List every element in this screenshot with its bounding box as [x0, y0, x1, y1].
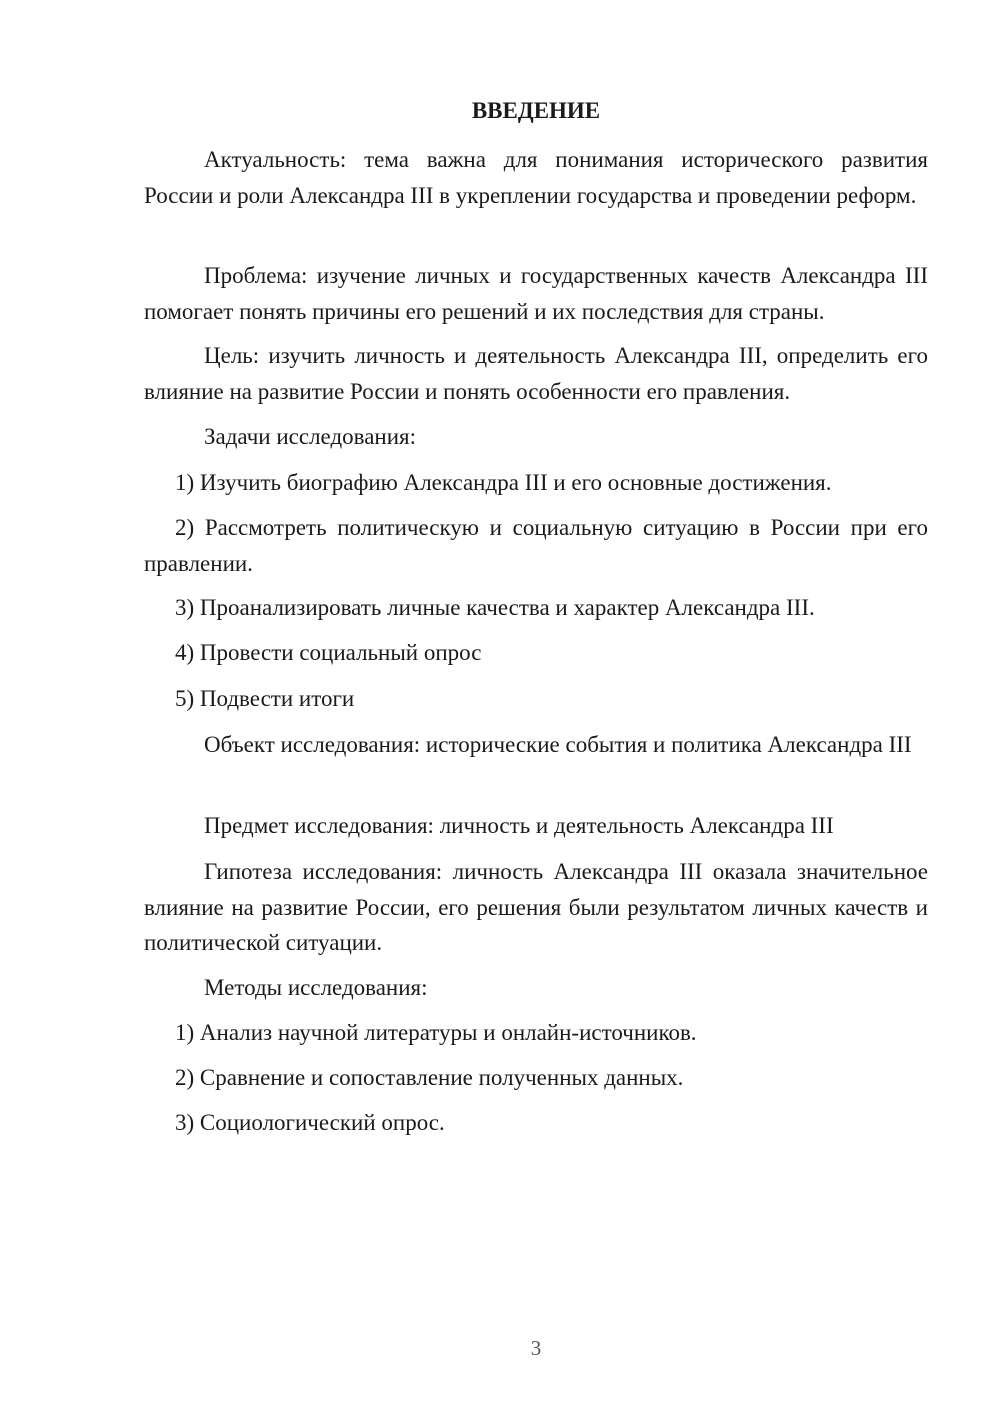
list-item: 2) Сравнение и сопоставление полученных данных. — [175, 1065, 684, 1090]
list-item: 3) Проанализировать личные качества и характер Александра III. — [175, 595, 815, 620]
paragraph-object: Объект исследования: исторические события и политика Александра III — [204, 732, 912, 757]
list-item: 1) Изучить биографию Александра III и его основные достижения. — [175, 470, 832, 495]
list-item: 5) Подвести итоги — [175, 686, 355, 711]
list-item: 4) Провести социальный опрос — [175, 640, 482, 665]
paragraph-problem: Проблема: изучение личных и государственных качеств Александра III помогает понять причины его решений и их последствия для страны. — [144, 263, 928, 324]
paragraph-hypothesis: Гипотеза исследования: личность Александра III оказала значительное влияние на развитие России, его решения были результатом личных качеств и политической ситуации. — [144, 859, 928, 955]
section-title: ВВЕДЕНИЕ — [471, 98, 601, 123]
list-item: 1) Анализ научной литературы и онлайн-источников. — [175, 1020, 697, 1045]
paragraph-methods-heading: Методы исследования: — [204, 975, 428, 1000]
page-number: 3 — [530, 1336, 542, 1360]
list-item: 3) Социологический опрос. — [175, 1110, 445, 1135]
paragraph-goal: Цель: изучить личность и деятельность Александра III, определить его влияние на развитие России и понять особенности его правления. — [144, 343, 928, 404]
document-page — [144, 0, 928, 1414]
paragraph-relevance: Актуальность: тема важна для понимания исторического развития России и роли Александра III в укреплении государства и проведении реформ. — [144, 147, 928, 208]
paragraph-subject: Предмет исследования: личность и деятельность Александра III — [204, 813, 834, 838]
paragraph-tasks-heading: Задачи исследования: — [204, 424, 417, 449]
list-item: 2) Рассмотреть политическую и социальную ситуацию в России при его правлении. — [144, 515, 928, 576]
